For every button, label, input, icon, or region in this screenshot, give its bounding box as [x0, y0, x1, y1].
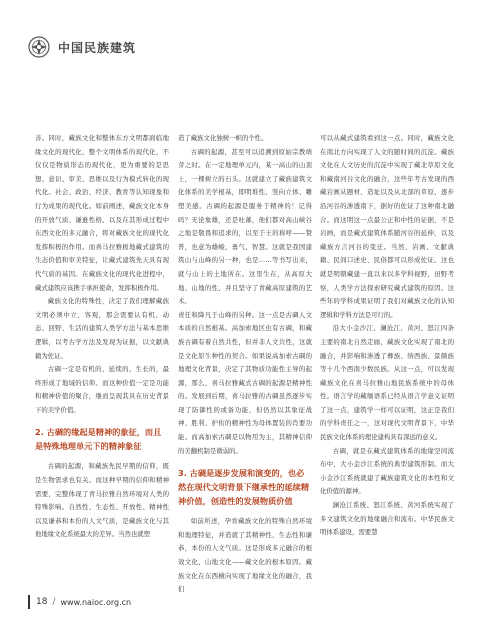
footer-divider: [28, 595, 30, 609]
column-1: [35, 132, 169, 542]
footer-separator: /: [52, 597, 56, 607]
paragraph: 责任和降凡于山峰的另种。这一点是古碉人文本质的自然根基。高加索地区也有古碉，和藏族古碉有着自然共性，但并非人文共性，这就是文化原生种性的契合。如果说高加索古碉的地理文化背景，决定了其物质功能性主导的起源，那么，喜马拉雅藏式古碉的起源是精神性的。发展到后期，喜马拉雅的古碉虽然逐步实现了防御性的或备功能，但仍然以其象征战神、胜利、护佑的精神性为母体置装的肖要功能。而高加索古碉是以物用为主，其精神信仰的美翻机制是微弱的。: [178, 310, 312, 455]
paragraph: 造了藏族文化独树一帜的个性。: [178, 134, 268, 142]
page-footer: [28, 594, 131, 610]
journal-title: 中国民族建筑: [58, 40, 137, 55]
paragraph: 藏族文化的特殊性，决定了我们理解藏族文明必须中立、客观，那会需要认有机、动态、回野、生活的建筑人类学方法与基本思维逻辑，以考古学方法及发现为证据，以文献典籍为佐证。: [35, 297, 169, 360]
column-2: [178, 132, 312, 597]
website-link[interactable]: www.naioc.org.cn: [60, 597, 132, 607]
column-3: [320, 132, 454, 540]
paragraph: 古碉的起源，和藏族先民早期的信仰，既是生物需求也有关。而这种早期的信仰和精神需要，完整体现了青马拉雅自然环境对人类的特殊影响。自然性、生态性、开放性、精神性以及谦恭和本份的人文气质，是藏族文化与其他地缘文化系统最大的差异。当然也就塑: [35, 462, 169, 539]
page-number: 18: [36, 597, 48, 607]
paragraph: 澜沧江系统、怒江系统、黄河系统实现了多文建筑文化的地缘融合和流布。中华民族文明体系建设，需要慧: [320, 501, 454, 537]
page-header: [28, 34, 136, 60]
paragraph: 如前所述，孕育藏族文化的特殊自然环境和地理特征，并造就了其精神性、生态性和谦恭，本份的人文气质。这是形成多元融合的根效文化、山地文化——藏文化的根本原因。藏族文化在东西横向实现了地缘文化的融合，我们: [178, 517, 312, 594]
emblem-icon: [28, 36, 50, 58]
section-heading-2: 2. 古碉的缘起是精神的象征，而且是特殊地理单元下的精神象征: [35, 427, 162, 452]
section-heading-3: 3. 古碉是逐步发展和演变的，也必然在现代文明背景下继承性的延续精神价值，创造性的发展物质价值: [178, 468, 310, 507]
paragraph: 古碉一定是有机的、延续的、生长的，最终形成了地域的信仰。而这种价值一定是功能和精神价值的聚合，继而呈现其具在历史背景下的美学价值。: [35, 365, 169, 414]
paragraph: 古碉的起源，甚至可以追溯到原始宗教萌芽之时。在一定地理单元内，某一高山的山顶上，一棵树立的石头。这就建立了藏族建筑文化体系的美学根基，即明堆性、竖向立体、雕塑美感。古碉的起源是服务于精神的！记得吗？无论象雄，还是吐蕃，他们都对高山峡谷之地是敬畏和追求的，以至于王的称呼——赞普，也意为雄峻、勇气、智慧。这就是我国建筑山与山峰的另一种，也是……等书写出来，就与山上的土地所在。这里生在，从高原大地、山地的性、并且坚守了青藏高原建筑的艺术。: [178, 147, 312, 306]
paragraph: 善。同时，藏族文化和整体东方文明都面临地缘文化的现代化、整个文明体系的现代化，不仅仅是物质形态的现代化，更为重要的是思想、意识、审美、思维以及行为模式转化的现代化。社会、政治、经济、教育等认知现象和行为成果的现代化。如前阐述，藏族文化本身的开放气质、谦逊性格、以及在其形成过程中东西文化的多元融合，将对藏族文化的现代化发挥积极的作用。而喜马拉雅极地藏式建筑的生态价值和审美特征，让藏式建筑先天具有现代气质的基因。在藏族文化的现代化进程中，藏式建筑应该携手承担使命，发挥积极作用。: [35, 134, 169, 292]
paragraph: 古碉，就是在藏式建筑体系的地缘空间流布中，大小金沙江系统的典型建筑形制。而大小金沙江系统就建了藏族建筑文化的本性和文化价值的源神。: [320, 446, 454, 496]
paragraph: 可以从藏式建筑看到这一点。同时，藏族文化在南北方向实现了人文的随时间的沉淀。藏族文化在人文历史的沉淀中实现了藏北草原文化和藏南河谷文化的融合，这些年考古发现的西藏岩画从题材、造址以及从北部的草原、逐步沿河谷的渗透南下，据好的佐证了这种南北融合。而这明这一点最公正和中性的证据，不是岩画，而是藏式建筑体系随河谷的延伸，以及藏族方言河谷的变迁。当然，岩画、文献典籍、民间口述史、民俗都可以形成佐证。这也就是明朝藏建一直以来以多学科视野，田野考察，人类学方法探索研究藏式建筑的原因。这些年的学科成果证明了我们对藏族文化的认知逻辑和学科方法是可行的。: [320, 134, 454, 319]
paragraph: 沿大小金沙江、澜沧江、黄河、怒江四条主要的南北自然走廊，藏族文化实现了南北的融合，并影响和渗透了彝族、纳西族、景颇族等十几个西南少数民族。从这一点，可以发现藏族文化在喜马拉雅山地民族系统中的母体性。语言学的藏缅语系已经从语言学意义证明了这一点，建筑学一样可以证明，这正是我们的学科责任之一，这对现代文明背景下，中华民族文化体系的理论建构具有深远的意义。: [320, 324, 454, 442]
